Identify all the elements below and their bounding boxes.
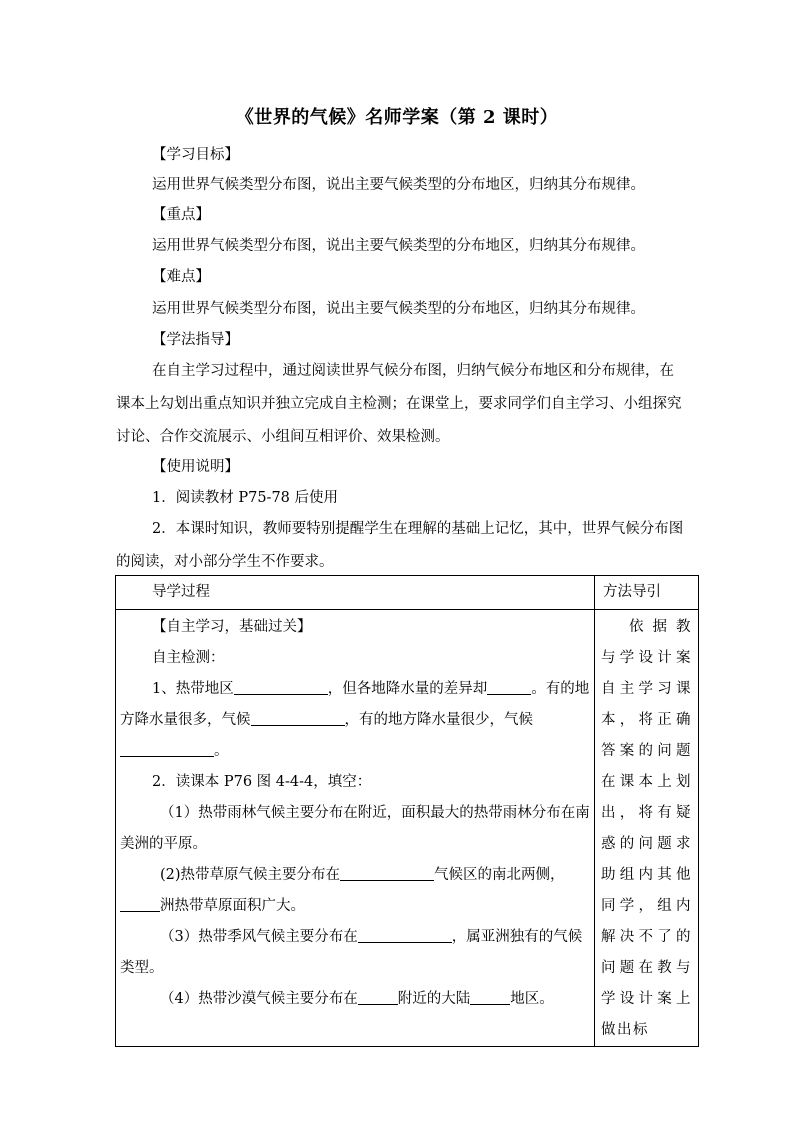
question-2-2: (2)热带草原气候主要分布在 气候区的南北两侧，洲热带草原面积广大。 xyxy=(120,860,590,922)
key-heading: 【重点】 xyxy=(152,207,210,223)
question-2-1: （1）热带雨林气候主要分布在附近，面积最大的热带雨林分布在南美洲的平原。 xyxy=(120,805,590,852)
blank-field[interactable] xyxy=(234,676,328,695)
blank-field[interactable] xyxy=(470,986,510,1005)
usage-item-1: 1．阅读教材 P75-78 后使用 xyxy=(152,490,338,506)
guide-heading: 【学法指导】 xyxy=(152,332,239,348)
goal-text: 运用世界气候类型分布图，说出主要气候类型的分布地区，归纳其分布规律。 xyxy=(152,177,645,193)
blank-field[interactable] xyxy=(358,924,452,943)
goal-heading: 【学习目标】 xyxy=(152,147,239,163)
blank-field[interactable] xyxy=(251,707,345,726)
col-header-method: 方法导引 xyxy=(603,584,661,600)
usage-item-2: 2．本课时知识，教师要特别提醒学生在理解的基础上记忆，其中，世界气候分布图的阅读，对小部分学生不作要求。 xyxy=(116,521,684,570)
process-cell xyxy=(116,610,594,1019)
difficulty-heading: 【难点】 xyxy=(152,269,210,285)
col-header-process: 导学过程 xyxy=(152,584,210,600)
question-2-4: （4）热带沙漠气候主要分布在 附近的大陆 地区。 xyxy=(120,984,590,1015)
study-table xyxy=(115,575,699,1047)
blank-field[interactable] xyxy=(340,862,434,881)
usage-heading: 【使用说明】 xyxy=(152,459,239,475)
question-1: 1、热带地区 ，但各地降水量的差异却 。有的地方降水量很多，气候 ，有的地方降水量很少，气候。 xyxy=(120,674,590,767)
method-guide-text: 依据教与学设计案自主学习课本，将正确答案的问题在课本上划出，将有疑惑的问题求助组内其他同学，组内解决不了的问题在教与学设计案上做出标 xyxy=(601,619,692,1038)
question-2: 2．读课本 P76 图 4-4-4，填空： xyxy=(152,774,372,790)
blank-field[interactable] xyxy=(120,893,160,912)
key-text: 运用世界气候类型分布图，说出主要气候类型的分布地区，归纳其分布规律。 xyxy=(152,238,645,254)
blank-field[interactable] xyxy=(358,986,398,1005)
self-check-label: 自主检测： xyxy=(152,650,225,666)
blank-field[interactable] xyxy=(487,676,531,695)
blank-field[interactable] xyxy=(120,738,214,757)
self-study-heading: 【自主学习，基础过关】 xyxy=(152,619,312,635)
difficulty-text: 运用世界气候类型分布图，说出主要气候类型的分布地区，归纳其分布规律。 xyxy=(152,301,645,317)
page-title: 《世界的气候》名师学案（第 2 课时） xyxy=(235,107,559,128)
guide-text: 在自主学习过程中，通过阅读世界气候分布图，归纳气候分布地区和分布规律，在课本上勾划出重点知识并独立完成自主检测；在课堂上，要求同学们自主学习、小组探究讨论、合作交流展示、小组间互相评价、效果检测。 xyxy=(116,363,682,445)
question-2-3: （3）热带季风气候主要分布在 ，属亚洲独有的气候类型。 xyxy=(120,922,590,984)
